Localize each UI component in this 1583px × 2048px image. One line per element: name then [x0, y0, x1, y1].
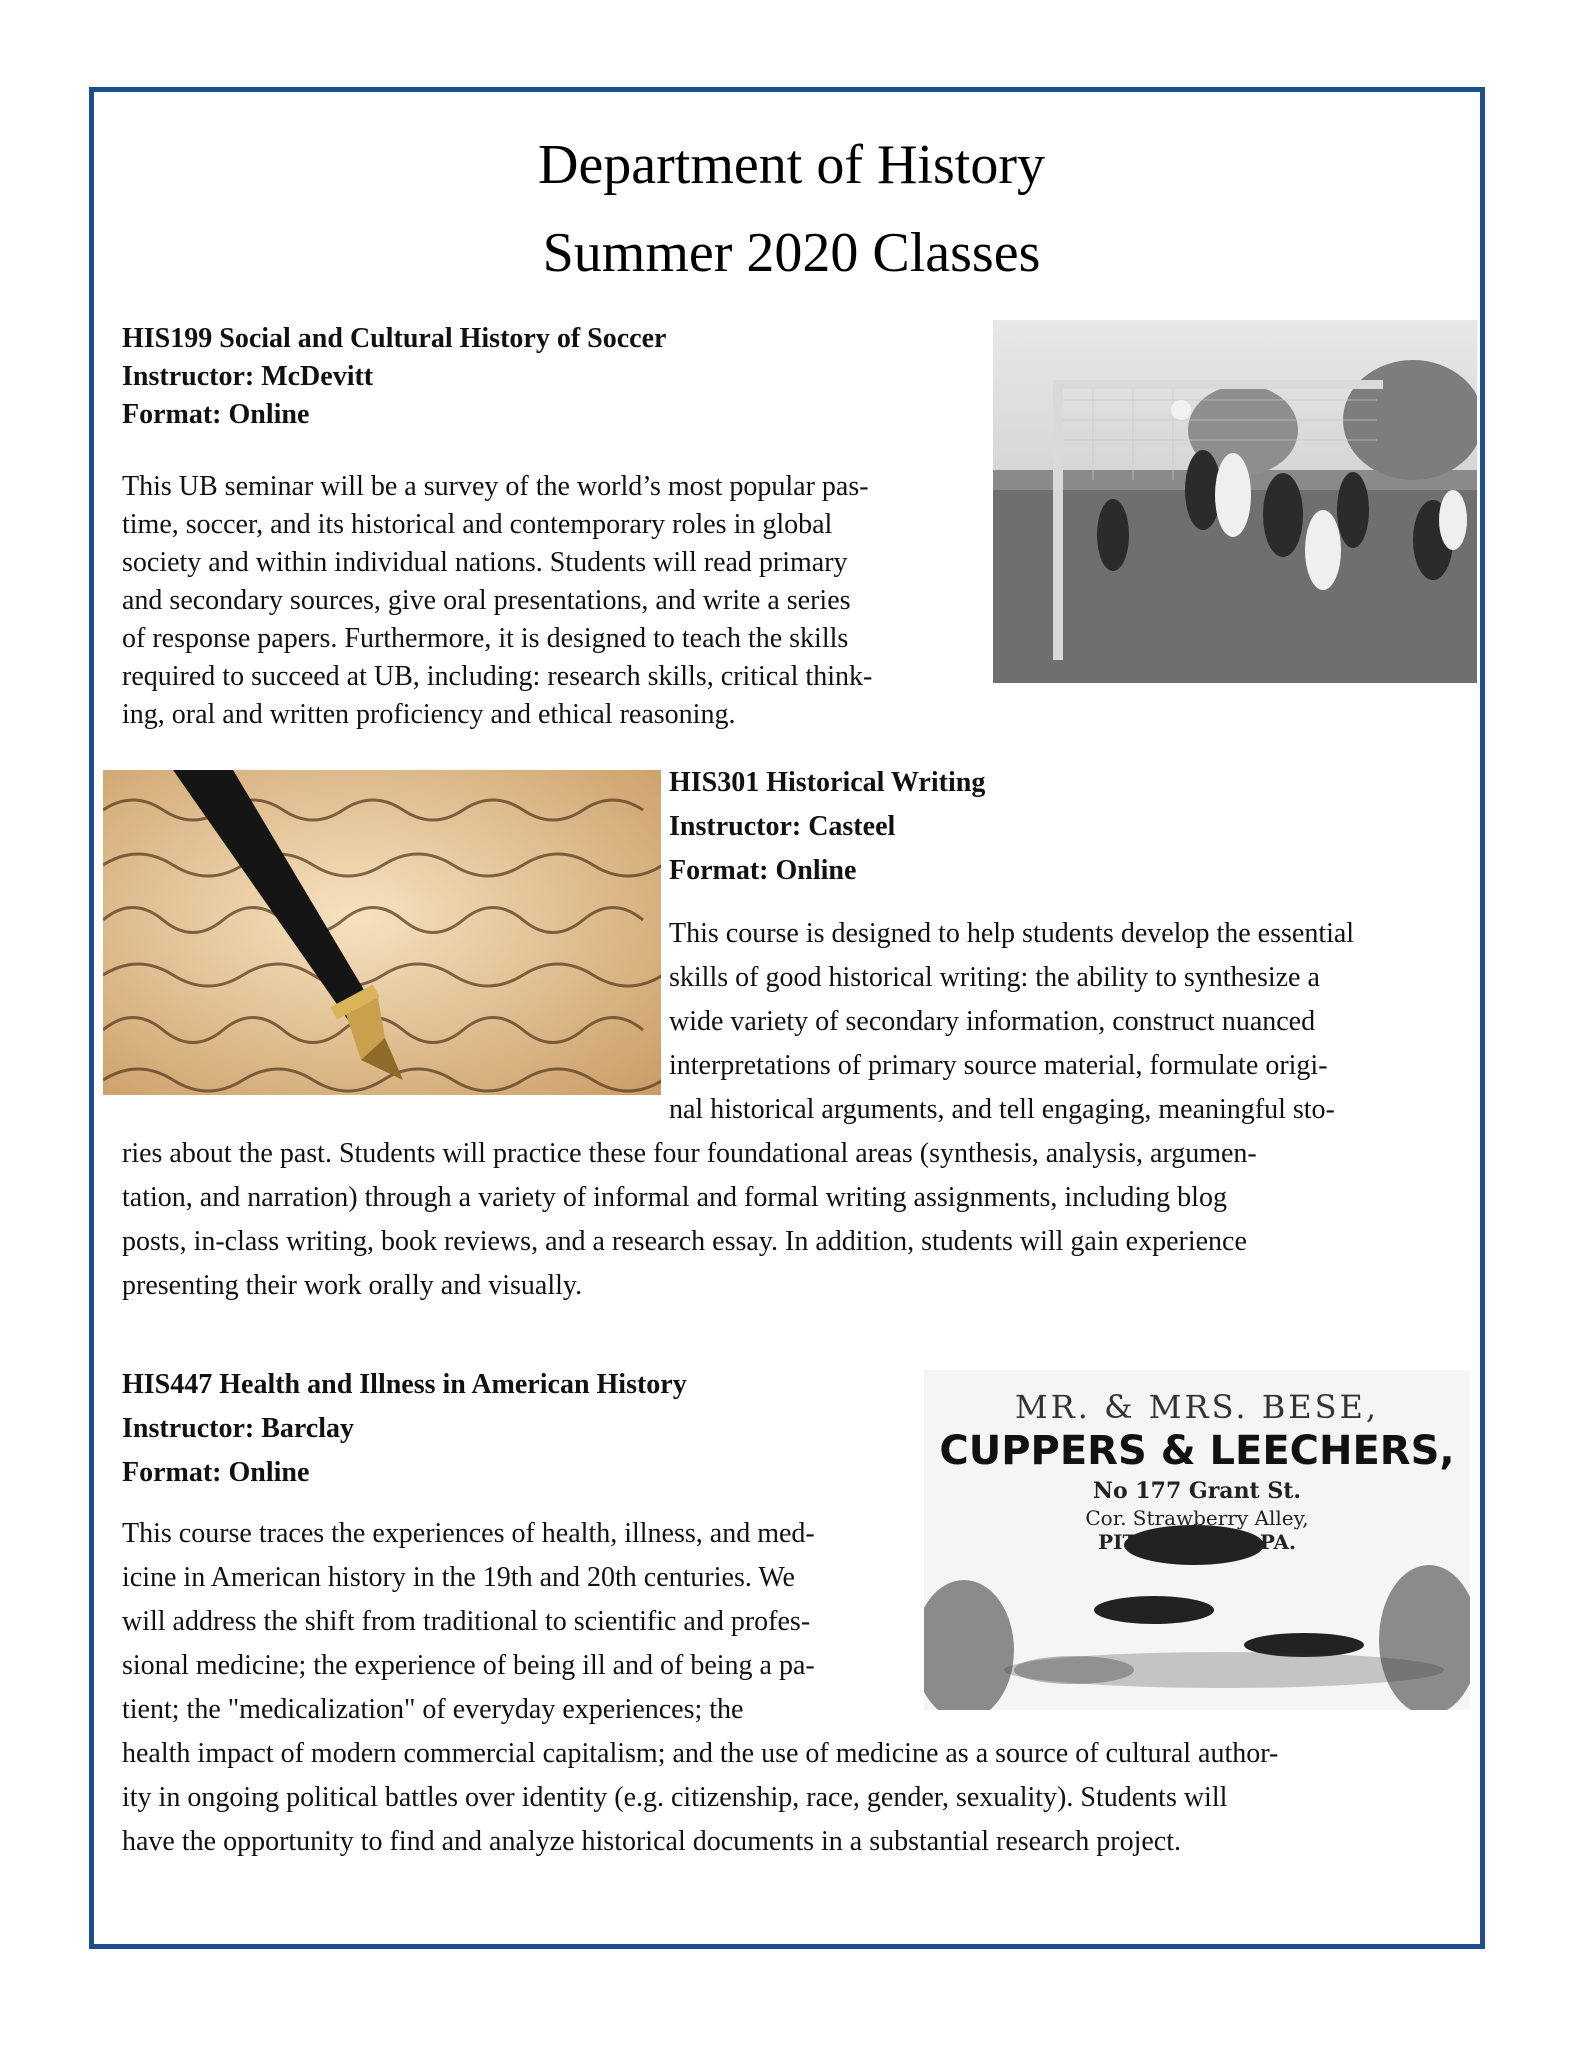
description-line: presenting their work orally and visually. [122, 1270, 583, 1301]
description-line: sional medicine; the experience of being ill and of being a pa- [122, 1650, 815, 1681]
description-line: interpretations of primary source material, formulate origi- [669, 1050, 1328, 1081]
description-line: This UB seminar will be a survey of the world’s most popular pas- [122, 471, 869, 502]
description-line: and secondary sources, give oral presentations, and write a series [122, 585, 851, 616]
course-title: HIS447 Health and Illness in American History [122, 1369, 687, 1400]
course-title: HIS301 Historical Writing [669, 767, 986, 798]
page-subtitle: Summer 2020 Classes [542, 222, 1041, 284]
description-line: wide variety of secondary information, construct nuanced [669, 1006, 1316, 1037]
description-line: will address the shift from traditional to scientific and profes- [122, 1606, 811, 1637]
description-line: have the opportunity to find and analyze historical documents in a substantial research project. [122, 1826, 1181, 1857]
course-instructor: Instructor: McDevitt [122, 361, 374, 392]
description-line: ity in ongoing political battles over identity (e.g. citizenship, race, gender, sexuality). Students will [122, 1782, 1228, 1813]
course-description [122, 468, 872, 734]
engraving-cross-street: Cor. Strawberry Alley, [1085, 1506, 1309, 1530]
description-line: nal historical arguments, and tell engaging, meaningful sto- [669, 1094, 1335, 1125]
description-line: tient; the "medicalization" of everyday experiences; the [122, 1694, 744, 1725]
course-description [669, 912, 1354, 1132]
course-format: Format: Online [122, 399, 310, 430]
description-line: time, soccer, and its historical and contemporary roles in global [122, 509, 833, 540]
description-line: of response papers. Furthermore, it is designed to teach the skills [122, 623, 849, 654]
description-line: tation, and narration) through a variety of informal and formal writing assignments, including blog [122, 1182, 1227, 1213]
page-title: Department of History [538, 134, 1045, 196]
fountain-pen-photo [103, 770, 661, 1095]
description-line: required to succeed at UB, including: research skills, critical think- [122, 661, 873, 692]
description-line: ing, oral and written proficiency and ethical reasoning. [122, 699, 736, 730]
course-instructor: Instructor: Casteel [669, 811, 896, 842]
description-line: posts, in-class writing, book reviews, and a research essay. In addition, students will gain experience [122, 1226, 1247, 1257]
description-line: This course traces the experiences of health, illness, and med- [122, 1518, 815, 1549]
description-line: society and within individual nations. Students will read primary [122, 547, 848, 578]
description-line: ries about the past. Students will practice these four foundational areas (synthesis, analysis, argumen- [122, 1138, 1257, 1169]
engraving-address: No 177 Grant St. [1092, 1478, 1302, 1504]
course-format: Format: Online [669, 855, 857, 886]
engraving-city: PITTSBURGH,PA. [1098, 1530, 1296, 1554]
course-instructor: Instructor: Barclay [122, 1413, 354, 1444]
engraving-business-name: CUPPERS & LEECHERS, [939, 1428, 1455, 1474]
course-title: HIS199 Social and Cultural History of Soccer [122, 323, 667, 354]
engraving-heading: MR. & MRS. BESE, [1014, 1388, 1380, 1426]
description-line: health impact of modern commercial capitalism; and the use of medicine as a source of cultural author- [122, 1738, 1279, 1769]
soccer-photo [993, 320, 1477, 683]
description-line: This course is designed to help students develop the essential [669, 918, 1355, 949]
description-line: icine in American history in the 19th and 20th centuries. We [122, 1562, 795, 1593]
course-description [122, 1512, 1278, 1864]
course-format: Format: Online [122, 1457, 310, 1488]
description-line: skills of good historical writing: the ability to synthesize a [669, 962, 1320, 993]
course-description-continued [122, 1132, 1257, 1308]
